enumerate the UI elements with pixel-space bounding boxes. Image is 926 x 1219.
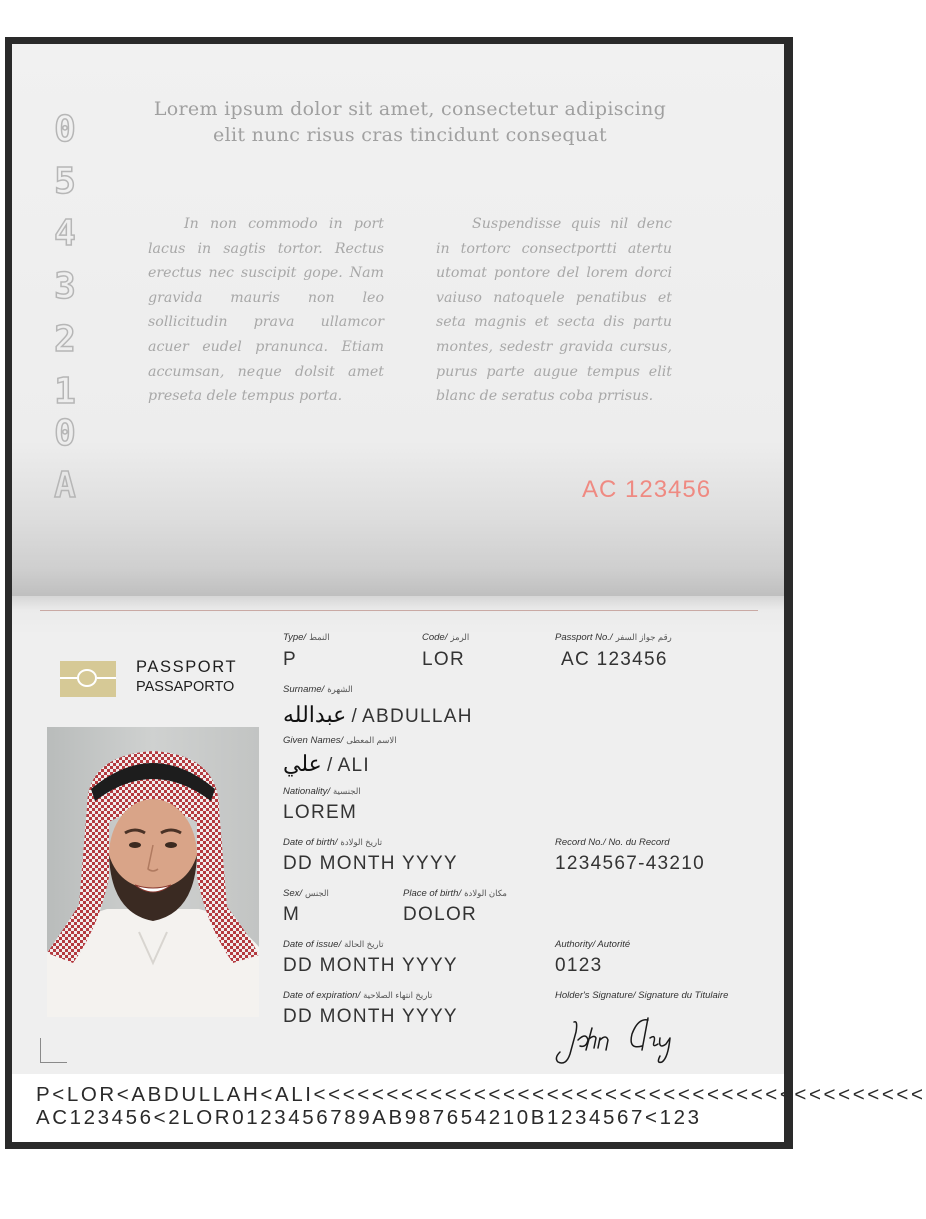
dob-value: DD MONTH YYYY [283,853,458,874]
signature-label: Holder's Signature/ Signature du Titulaire [555,990,729,1001]
authority-label: Authority/ Autorité [555,939,631,950]
date-of-expiration-label: Date of expiration/ تاريخ انتهاء الصلاحية [283,990,433,1001]
paragraph-right: Suspendisse quis nil denc in tortorc consectportti atertu utomat pontore del lorem dorci vaiuso natoquele penatibus et seta magnis et secta dis partu montes, sedestr gravida cursus, purus parte augue tempus elit blanc de seratus coba prrisus. [436,216,672,405]
surname-label: Surname/ الشهرة [283,684,353,695]
mrz-line-2: AC123456<2LOR0123456789AB987654210B1234567<123 [36,1106,702,1129]
paragraph-left: In non commodo in port lacus in sagtis tortor. Rectus erectus nec suscipit gope. Nam gravida mauris non leo sollicitudin prava ullamcor acuer eudel pranunca. Etiam accumsan, neque dolsit amet preseta dele tempus porta. [148,216,384,405]
passport-title: PASSPORT [136,658,238,676]
holder-signature [552,1010,692,1068]
record-no-label: Record No./ No. du Record [555,837,670,848]
heading-line: Lorem ipsum dolor sit amet, consectetur adipiscing [153,98,667,120]
date-of-issue-label: Date of issue/ تاريخ الحالة [283,939,384,950]
vertical-digit: 1 [54,371,76,412]
nationality-label: Nationality/ الجنسية [283,786,361,797]
chip-icon [60,661,116,697]
passport-no-value: AC 123456 [561,649,668,670]
passport-subtitle: PASSAPORTO [136,679,235,695]
type-value: P [283,649,297,670]
corner-mark [40,1038,67,1063]
sex-label: Sex/ الجنس [283,888,329,899]
code-value: LOR [422,649,465,670]
given-names-label: Given Names/ الاسم المعطى [283,735,397,746]
code-label: Code/ الرمز [422,632,470,643]
dob-label: Date of birth/ تاريخ الولادة [283,837,383,848]
surname-value: عبدالله / ABDULLAH [283,702,473,727]
vertical-digit: 0 [54,109,76,150]
date-of-issue-value: DD MONTH YYYY [283,955,458,976]
holder-photo [47,727,259,1017]
type-label: Type/ النمط [283,632,330,643]
page-divider [40,610,758,611]
vertical-digit: 4 [54,213,76,254]
vertical-digit: 5 [54,161,76,202]
nationality-value: LOREM [283,802,358,823]
date-of-expiration-value: DD MONTH YYYY [283,1006,458,1027]
vertical-digit: 3 [54,266,76,307]
heading-line: elit nunc risus cras tincidunt consequat [213,124,607,146]
passport-no-label: Passport No./ رقم جواز السفر [555,632,672,643]
mrz-line-1: P<LOR<ABDULLAH<ALI<<<<<<<<<<<<<<<<<<<<<<<<<<<<<<<<<<<<<<<<<< [36,1083,926,1106]
vertical-digit: 0 [54,413,76,454]
serial-number: AC 123456 [582,476,712,503]
page-heading [140,96,680,148]
vertical-digit: A [54,465,76,506]
place-of-birth-label: Place of birth/ مكان الولادة [403,888,507,899]
sex-value: M [283,904,301,925]
given-names-value: علي / ALI [283,751,371,776]
record-no-value: 1234567-43210 [555,853,706,874]
authority-value: 0123 [555,955,603,976]
vertical-digit: 2 [54,319,76,360]
place-of-birth-value: DOLOR [403,904,478,925]
